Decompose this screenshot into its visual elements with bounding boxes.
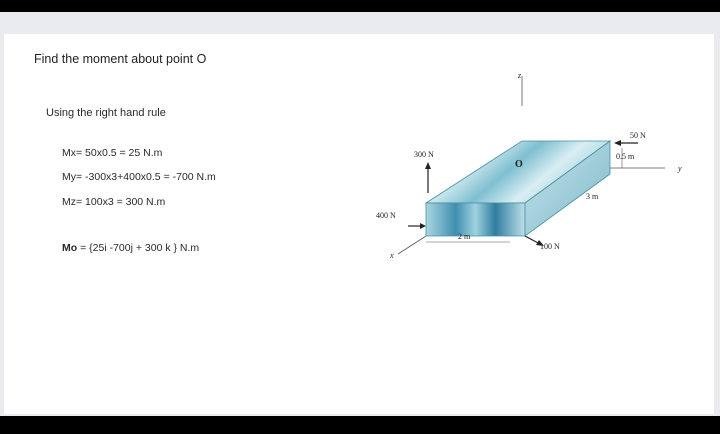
z-axis-label: z — [518, 71, 522, 80]
block-diagram — [360, 68, 700, 258]
equation-my: My= -300x3+400x0.5 = -700 N.m — [62, 171, 216, 183]
force-300-arrowhead — [425, 162, 431, 169]
equation-mx: Mx= 50x0.5 = 25 N.m — [62, 147, 163, 159]
force-50-label: 50 N — [630, 131, 646, 140]
force-50-arrowhead — [614, 140, 621, 146]
problem-title: Find the moment about point O — [34, 52, 207, 66]
force-100-label: 100 N — [540, 242, 560, 251]
x-axis — [398, 236, 426, 254]
force-400-label: 400 N — [376, 211, 396, 220]
result-value: = {25i -700j + 300 k } N.m — [77, 242, 200, 254]
x-axis-label: x — [390, 251, 394, 258]
top-black-bar — [0, 0, 720, 12]
force-400-arrowhead — [420, 223, 426, 229]
result-label: Mo — [62, 242, 78, 254]
y-axis-label: y — [678, 164, 682, 173]
equation-mz: Mz= 100x3 = 300 N.m — [62, 196, 166, 208]
dim-3-label: 3 m — [586, 192, 599, 201]
block-front-face — [426, 203, 525, 236]
rule-statement: Using the right hand rule — [46, 107, 166, 119]
force-300-label: 300 N — [414, 150, 434, 159]
dim-05-label: 0.5 m — [616, 152, 635, 161]
result-moment — [62, 242, 199, 254]
point-o-label: O — [515, 159, 523, 170]
bottom-black-bar — [0, 416, 720, 434]
dim-2-label: 2 m — [458, 232, 471, 241]
